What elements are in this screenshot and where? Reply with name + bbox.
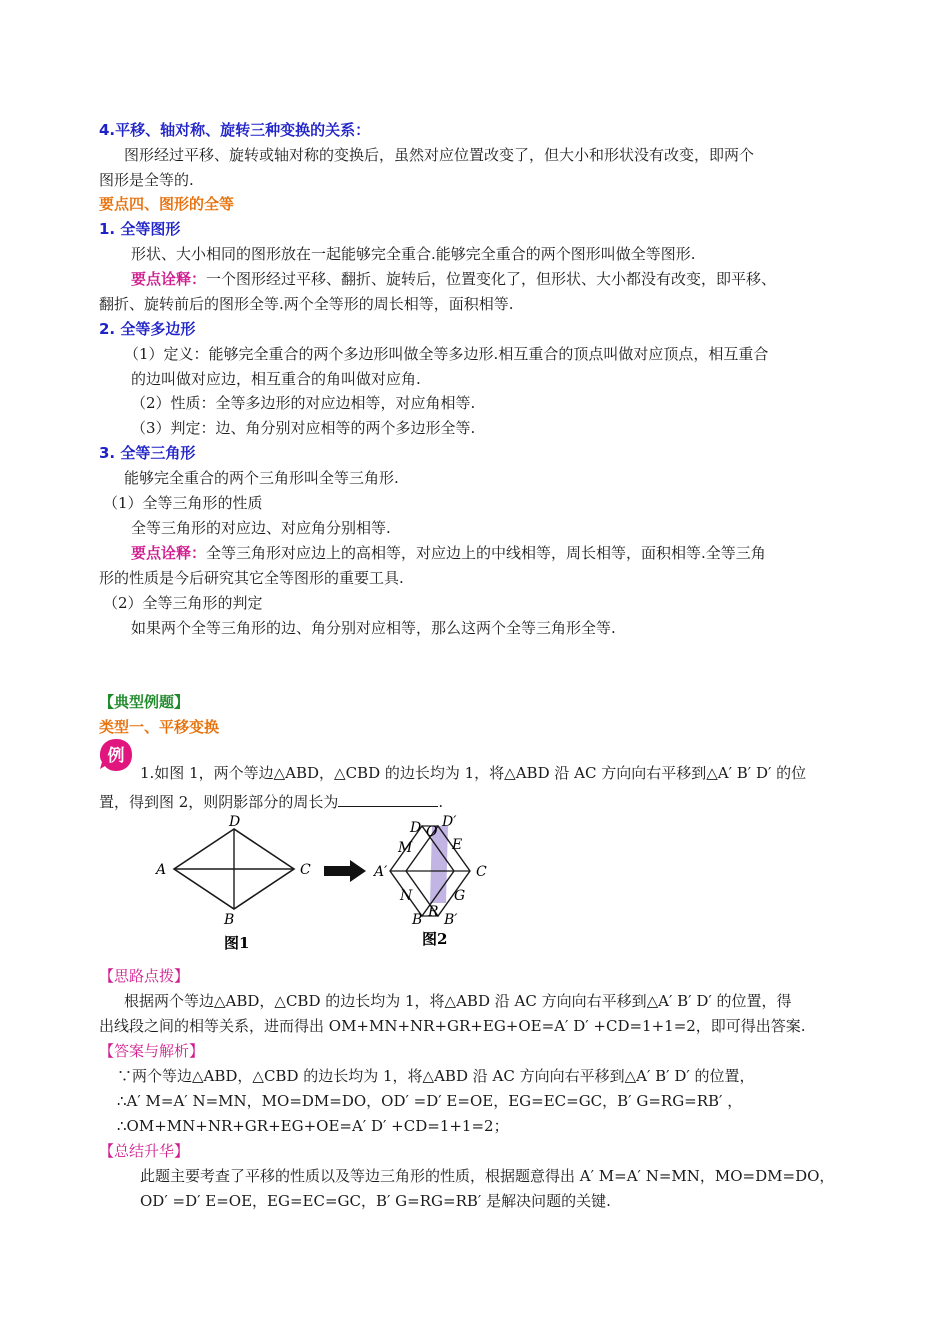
- label-B: B: [412, 912, 423, 928]
- summary-line-1: 此题主要考查了平移的性质以及等边三角形的性质，根据题意得出 A′ M=A′ N=MN，MO=DM=DO，: [140, 1167, 835, 1185]
- example-badge: [99, 738, 133, 772]
- section-4-paragraph: 图形经过平移、旋转或轴对称的变换后，虽然对应位置改变了，但大小和形状没有改变，即两个: [124, 146, 755, 164]
- triangles-note-cont: 形的性质是今后研究其它全等图形的重要工具.: [99, 569, 404, 587]
- congruent-figures-note: [131, 269, 776, 289]
- note-text: 一个图形经过平移、翻折、旋转后，位置变化了，但形状、大小都没有改变，即平移、: [206, 270, 777, 288]
- label-B-prime: B′: [444, 912, 458, 928]
- label-C: C: [300, 862, 311, 878]
- arrow-icon: [324, 860, 368, 882]
- figure-1: [150, 812, 320, 952]
- label-A: A: [156, 862, 167, 878]
- figure-2: [370, 812, 500, 952]
- answer-label: 【答案与解析】: [99, 1042, 205, 1060]
- triangles-note: [131, 543, 766, 563]
- label-E: E: [452, 837, 463, 853]
- summary-label: 【总结升华】: [99, 1142, 190, 1160]
- answer-blank[interactable]: [338, 792, 438, 807]
- label-O: O: [426, 824, 438, 840]
- label-N: N: [400, 888, 413, 904]
- answer-line-2: ∴A′ M=A′ N=MN，MO=DM=DO，OD′ =D′ E=OE，EG=EC=GC，B′ G=RG=RB′ ，: [117, 1092, 743, 1110]
- triangles-property-heading: （1）全等三角形的性质: [103, 494, 263, 512]
- section-4-paragraph-cont: 图形是全等的.: [99, 171, 194, 189]
- examples-title: 【典型例题】: [99, 693, 190, 711]
- polygon-definition: （1）定义：能够完全重合的两个多边形叫做全等多边形.相互重合的顶点叫做对应顶点，相互重合: [124, 345, 769, 363]
- heading-congruent-figures: 1. 全等图形: [99, 220, 181, 238]
- point-4-title: 要点四、图形的全等: [99, 195, 235, 213]
- heading-congruent-triangles: 3. 全等三角形: [99, 444, 196, 462]
- label-D-prime: D′: [442, 814, 457, 830]
- hint-line-2: 出线段之间的相等关系，进而得出 OM+MN+NR+GR+EG+OE=A′ D′ +CD=1+1=2，即可得出答案.: [99, 1017, 806, 1035]
- note-label: 要点诠释：: [131, 270, 207, 288]
- question-line-1: 1.如图 1，两个等边△ABD，△CBD 的边长均为 1，将△ABD 沿 AC 方向向右平移到△A′ B′ D′ 的位: [140, 764, 807, 782]
- triangles-definition: 能够完全重合的两个三角形叫全等三角形.: [124, 469, 399, 487]
- hint-label: 【思路点拨】: [99, 967, 190, 985]
- question-text: 置，得到图 2，则阴影部分的周长为: [99, 793, 339, 811]
- example-badge-text: 例: [107, 746, 125, 766]
- triangles-criterion: 如果两个全等三角形的边、角分别对应相等，那么这两个全等三角形全等.: [131, 619, 616, 637]
- label-D: D: [229, 814, 241, 830]
- polygon-definition-cont: 的边叫做对应边，相互重合的角叫做对应角.: [131, 370, 421, 388]
- question-end: .: [438, 793, 444, 811]
- figure-2-caption: 图2: [422, 930, 448, 948]
- answer-line-3: ∴OM+MN+NR+GR+EG+OE=A′ D′ +CD=1+1=2；: [117, 1117, 509, 1135]
- triangles-criterion-heading: （2）全等三角形的判定: [103, 594, 263, 612]
- section-4-title: 4.平移、轴对称、旋转三种变换的关系：: [99, 121, 371, 139]
- congruent-figures-note-cont: 翻折、旋转前后的图形全等.两个全等形的周长相等，面积相等.: [99, 295, 514, 313]
- figure-1-caption: 图1: [224, 934, 250, 952]
- heading-congruent-polygons: 2. 全等多边形: [99, 320, 196, 338]
- congruent-figures-definition: 形状、大小相同的图形放在一起能够完全重合.能够完全重合的两个图形叫做全等图形.: [131, 245, 696, 263]
- question-line-2: [99, 792, 443, 812]
- answer-line-1: ∵两个等边△ABD，△CBD 的边长均为 1，将△ABD 沿 AC 方向向右平移到△A′ B′ D′ 的位置，: [117, 1067, 755, 1085]
- label-A-prime: A′: [374, 864, 388, 880]
- note-text: 全等三角形对应边上的高相等，对应边上的中线相等，周长相等，面积相等.全等三角: [206, 544, 766, 562]
- label-R: R: [428, 904, 439, 920]
- label-C: C: [476, 864, 487, 880]
- hint-line-1: 根据两个等边△ABD，△CBD 的边长均为 1，将△ABD 沿 AC 方向向右平移到△A′ B′ D′ 的位置，得: [124, 992, 792, 1010]
- label-D: D: [410, 820, 422, 836]
- label-B: B: [224, 912, 235, 928]
- triangles-property: 全等三角形的对应边、对应角分别相等.: [131, 519, 391, 537]
- summary-line-2: OD′ =D′ E=OE，EG=EC=GC，B′ G=RG=RB′ 是解决问题的关键.: [140, 1192, 611, 1210]
- type-one-title: 类型一、平移变换: [99, 718, 220, 736]
- label-G: G: [454, 888, 466, 904]
- note-label: 要点诠释：: [131, 544, 207, 562]
- polygon-property: （2）性质：全等多边形的对应边相等，对应角相等.: [131, 394, 476, 412]
- polygon-criterion: （3）判定：边、角分别对应相等的两个多边形全等.: [131, 419, 476, 437]
- label-M: M: [398, 840, 413, 856]
